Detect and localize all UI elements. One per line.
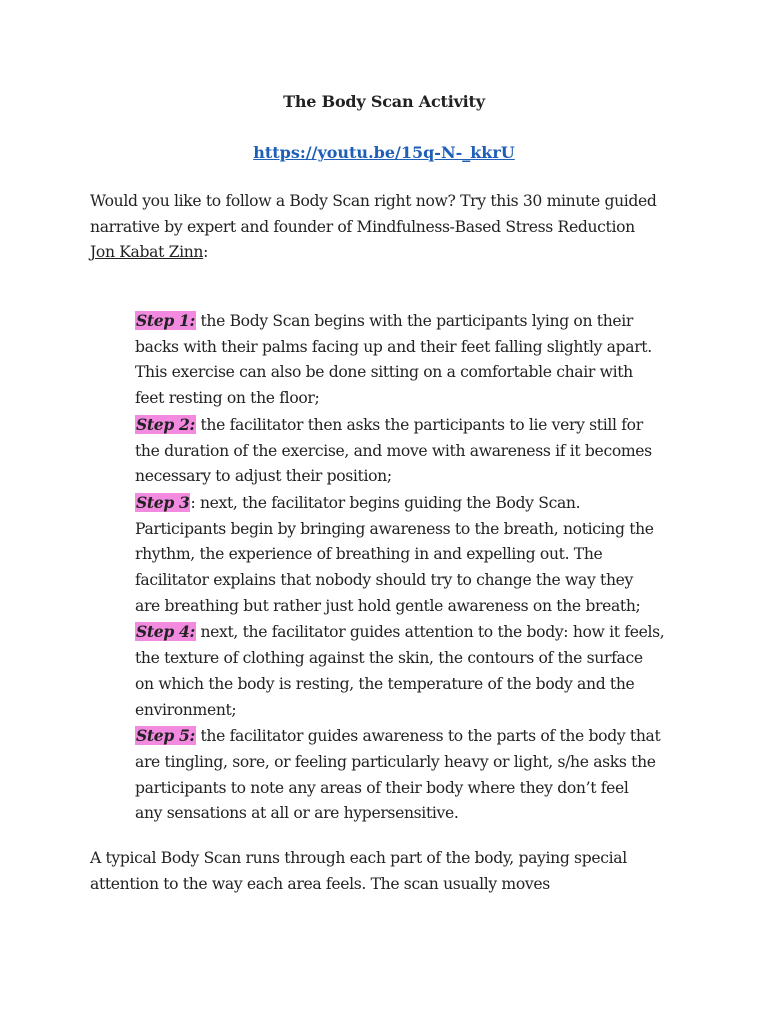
step-text: feet resting on the floor; — [135, 389, 320, 408]
step-text: are breathing but rather just hold gentle awareness on the breath; — [135, 596, 641, 615]
step-text: the facilitator guides awareness to the parts of the body that — [195, 727, 661, 746]
step-text: the Body Scan begins with the participants lying on their — [195, 312, 634, 330]
step-text: Participants begin by bringing awareness to the breath, noticing the — [135, 519, 654, 538]
step-text: necessary to adjust their position; — [135, 467, 392, 486]
step-label: Step 3 — [136, 492, 190, 512]
intro-line: narrative by expert and founder of Mindfulness-Based Stress Reduction — [90, 217, 635, 236]
steps-list — [135, 308, 664, 827]
step-text: the duration of the exercise, and move with awareness if it becomes — [135, 441, 652, 460]
step-item — [135, 619, 664, 723]
step-text: participants to note any areas of their body where they don’t feel — [135, 778, 629, 797]
video-link[interactable]: https://youtu.be/15q-N-_kkrU — [253, 143, 515, 162]
step-label: Step 4: — [136, 622, 195, 642]
video-link-wrapper — [0, 143, 768, 162]
step-text: the texture of clothing against the skin, the contours of the surface — [135, 649, 643, 668]
step-label: Step 1: — [136, 311, 195, 330]
step-text: : next, the facilitator begins guiding the Body Scan. — [190, 493, 581, 512]
step-text: any sensations at all or are hypersensitive. — [135, 804, 459, 823]
outro-line: attention to the way each area feels. The scan usually moves — [90, 874, 550, 893]
step-text: facilitator explains that nobody should try to change the way they — [135, 571, 633, 590]
step-text: rhythm, the experience of breathing in and expelling out. The — [135, 545, 603, 564]
step-label: Step 5: — [136, 726, 195, 746]
step-text: next, the facilitator guides attention to the body: how it feels, — [195, 623, 665, 642]
step-item — [135, 723, 664, 827]
step-item — [135, 308, 664, 412]
step-text: backs with their palms facing up and their feet falling slightly apart. — [135, 337, 652, 356]
author-link[interactable]: Jon Kabat Zinn — [90, 243, 204, 262]
step-text: the facilitator then asks the participants to lie very still for — [195, 415, 643, 434]
intro-line: Would you like to follow a Body Scan right now? Try this 30 minute guided — [90, 192, 657, 210]
author-suffix: : — [203, 243, 209, 262]
step-text: on which the body is resting, the temperature of the body and the — [135, 674, 635, 693]
outro-line: A typical Body Scan runs through each part of the body, paying special — [90, 849, 627, 867]
step-text: This exercise can also be done sitting on a comfortable chair with — [135, 363, 633, 382]
step-text: are tingling, sore, or feeling particularly heavy or light, s/he asks the — [135, 752, 656, 771]
step-text: environment; — [135, 700, 237, 719]
document-title: The Body Scan Activity — [283, 92, 485, 111]
outro-paragraph — [90, 846, 627, 897]
step-item — [135, 490, 664, 620]
intro-paragraph — [90, 189, 657, 266]
step-label: Step 2: — [136, 414, 195, 434]
step-item — [135, 412, 664, 490]
